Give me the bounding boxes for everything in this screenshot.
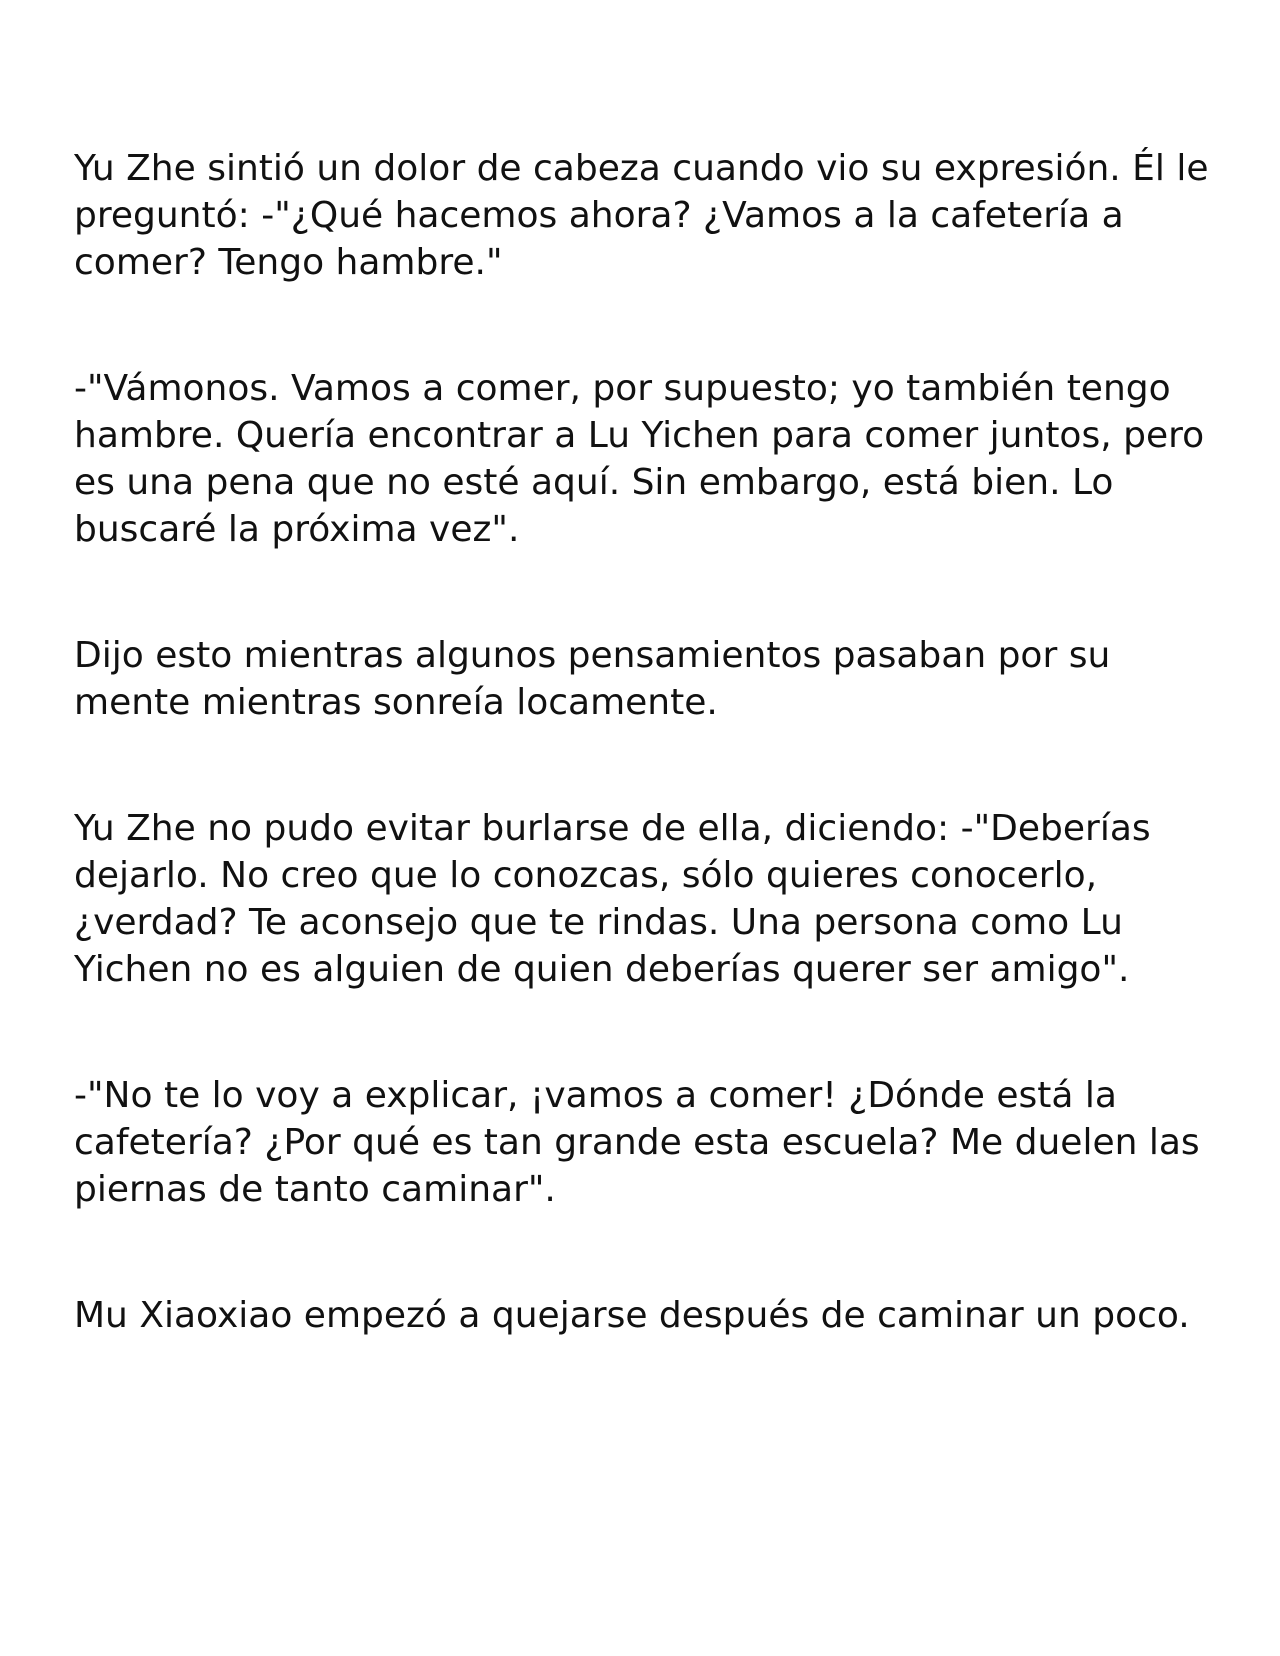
document-body — [74, 145, 1224, 1418]
paragraph-4: Yu Zhe no pudo evitar burlarse de ella, diciendo: -"Deberías dejarlo. No creo que lo conozcas, sólo quieres conocerlo, ¿verdad? Te aconsejo que te rindas. Una persona como Lu Yichen no es alguien de quien deberías querer ser amigo". — [74, 808, 1151, 990]
paragraph-5: -"No te lo voy a explicar, ¡vamos a comer! ¿Dónde está la cafetería? ¿Por qué es tan grande esta escuela? Me duelen las piernas de tanto caminar". — [74, 1075, 1200, 1210]
paragraph-3: Dijo esto mientras algunos pensamientos pasaban por su mente mientras sonreía locamente. — [74, 635, 1111, 723]
paragraph-1: Yu Zhe sintió un dolor de cabeza cuando vio su expresión. Él le preguntó: -"¿Qué hacemos ahora? ¿Vamos a la cafetería a comer? Tengo hambre." — [74, 148, 1209, 283]
paragraph-6: Mu Xiaoxiao empezó a quejarse después de caminar un poco. — [74, 1295, 1190, 1336]
paragraph-2: -"Vámonos. Vamos a comer, por supuesto; yo también tengo hambre. Quería encontrar a Lu Yichen para comer juntos, pero es una pena que no esté aquí. Sin embargo, está bien. Lo buscaré la próxima vez". — [74, 368, 1205, 550]
